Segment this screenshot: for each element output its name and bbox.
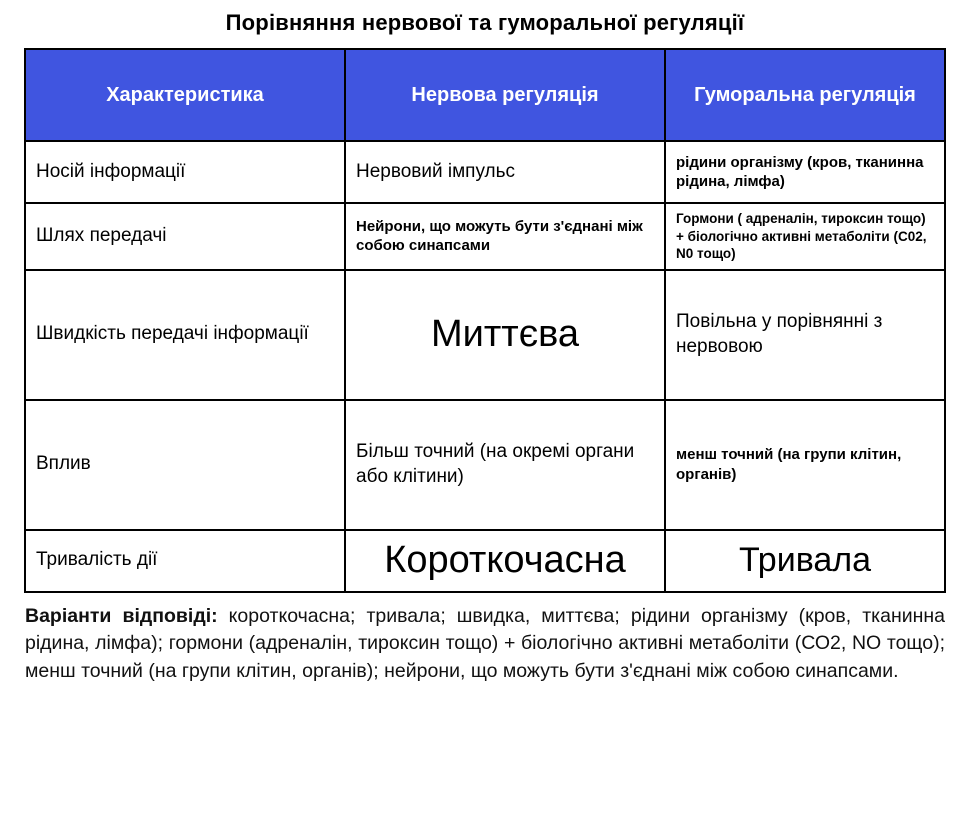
answer-options-label: Варіанти відповіді: <box>25 604 218 627</box>
cell-nervous: Більш точний (на окремі органи або клітини) <box>345 400 665 530</box>
table-body <box>25 141 945 592</box>
column-header-characteristic: Характеристика <box>25 49 345 141</box>
cell-nervous: Короткочасна <box>345 530 665 592</box>
cell-characteristic: Швидкість передачі інформації <box>25 270 345 400</box>
comparison-table <box>24 48 946 593</box>
cell-nervous: Миттєва <box>345 270 665 400</box>
cell-humoral: Повільна у порівнянні з нервовою <box>665 270 945 400</box>
cell-characteristic: Шлях передачі <box>25 203 345 270</box>
table-header-row <box>25 49 945 141</box>
cell-humoral: Гормони ( адреналін, тироксин тощо) + біологічно активні метаболіти (С02, N0 тощо) <box>665 203 945 270</box>
answer-options-text: короткочасна; тривала; швидка, миттєва; рідини організму (кров, тканинна рідина, лімфа); гормони (адреналін, тироксин тощо) + біологічно активні метаболіти (СО2, NO тощо); менш точний (на групи клітин, органів); нейрони, що можуть бути з'єднані між собою синапсами. <box>25 604 945 683</box>
column-header-humoral: Гуморальна регуляція <box>665 49 945 141</box>
cell-characteristic: Носій інформації <box>25 141 345 203</box>
column-header-nervous: Нервова регуляція <box>345 49 665 141</box>
cell-characteristic: Вплив <box>25 400 345 530</box>
cell-nervous: Нейрони, що можуть бути з'єднані між собою синапсами <box>345 203 665 270</box>
answer-options <box>25 603 945 686</box>
page-title: Порівняння нервової та гуморальної регуляції <box>225 10 745 35</box>
cell-humoral: Тривала <box>665 530 945 592</box>
table-row <box>25 270 945 400</box>
cell-humoral: рідини організму (кров, тканинна рідина, лімфа) <box>665 141 945 203</box>
cell-nervous: Нервовий імпульс <box>345 141 665 203</box>
table-row <box>25 530 945 592</box>
table-row <box>25 400 945 530</box>
table-row <box>25 141 945 203</box>
cell-characteristic: Тривалість дії <box>25 530 345 592</box>
table-header <box>25 49 945 141</box>
table-row <box>25 203 945 270</box>
cell-humoral: менш точний (на групи клітин, органів) <box>665 400 945 530</box>
